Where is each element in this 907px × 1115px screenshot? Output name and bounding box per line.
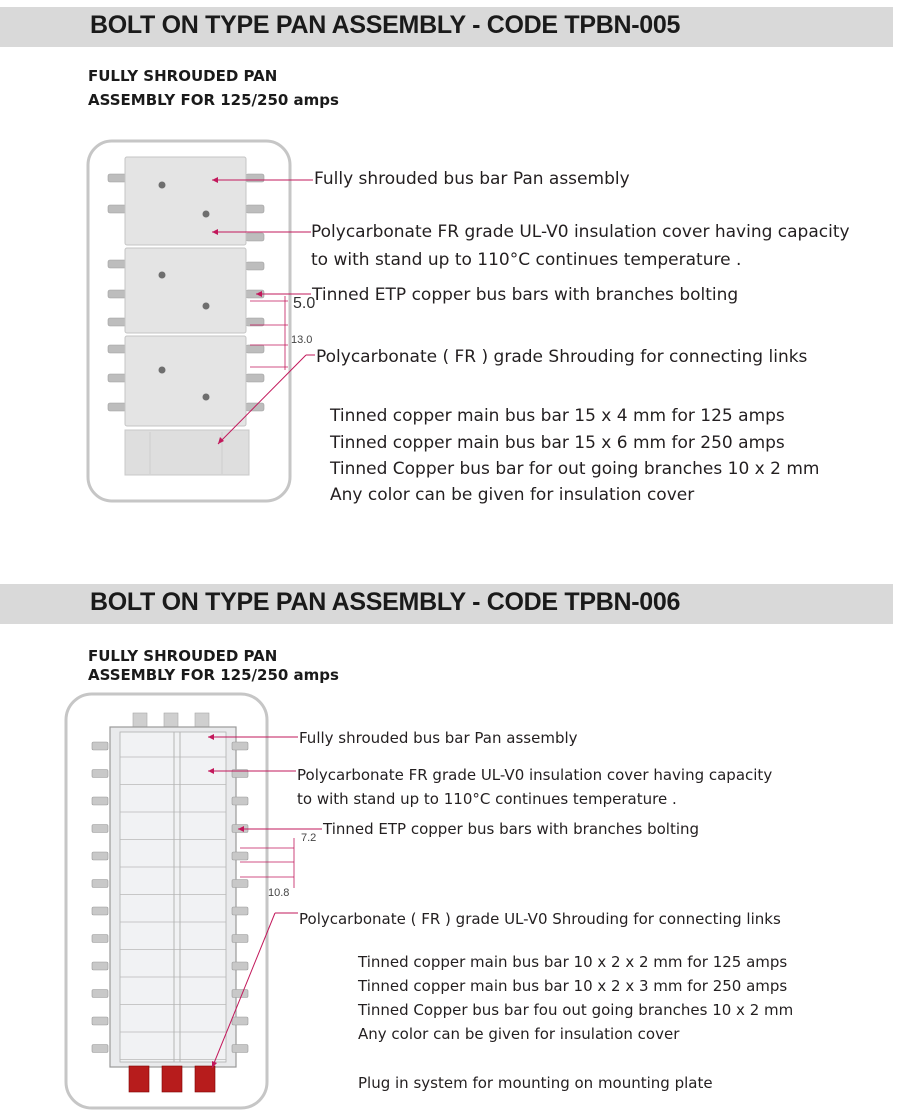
mounting-note: Plug in system for mounting on mounting plate [358,1074,713,1092]
spec-line-4: Any color can be given for insulation cover [330,485,695,505]
section-title: BOLT ON TYPE PAN ASSEMBLY - CODE TPBN-006 [90,588,681,616]
spec-line-2: Tinned copper main bus bar 10 x 2 x 3 mm for 250 amps [358,977,788,995]
subtitle-line-1: FULLY SHROUDED PAN [88,647,278,665]
callout-bus-bars: Tinned ETP copper bus bars with branches bolting [312,285,739,305]
callout-cover-line-1: Polycarbonate FR grade UL-V0 insulation cover having capacity [311,222,850,242]
spec-line-1: Tinned copper main bus bar 10 x 2 x 2 mm for 125 amps [358,953,788,971]
dimension-gap: 13.0 [291,334,313,346]
callout-cover-line-2: to with stand up to 110°C continues temperature . [297,790,677,808]
callout-shrouding: Polycarbonate ( FR ) grade UL-V0 Shrouding for connecting links [299,910,781,928]
spec-line-3: Tinned Copper bus bar fou out going branches 10 x 2 mm [358,1001,794,1019]
callout-pan-assembly: Fully shrouded bus bar Pan assembly [314,169,630,189]
dimension-gap: 10.8 [268,887,290,899]
spec-line-2: Tinned copper main bus bar 15 x 6 mm for 250 amps [330,433,785,453]
callout-bus-bars: Tinned ETP copper bus bars with branches bolting [323,820,700,838]
spec-line-1: Tinned copper main bus bar 15 x 4 mm for 125 amps [330,406,785,426]
dimension-pitch: 5.0 [293,295,316,312]
section-title: BOLT ON TYPE PAN ASSEMBLY - CODE TPBN-005 [90,11,681,39]
callout-shrouding: Polycarbonate ( FR ) grade Shrouding for connecting links [316,347,808,367]
callout-cover-line-2: to with stand up to 110°C continues temperature . [311,250,742,270]
callout-pan-assembly: Fully shrouded bus bar Pan assembly [299,729,578,747]
spec-line-4: Any color can be given for insulation cover [358,1025,680,1043]
subtitle-line-1: FULLY SHROUDED PAN [88,67,278,85]
subtitle-line-2: ASSEMBLY FOR 125/250 amps [88,91,339,109]
subtitle-line-2: ASSEMBLY FOR 125/250 amps [88,666,339,684]
dimension-pitch: 7.2 [301,832,317,844]
spec-line-3: Tinned Copper bus bar for out going branches 10 x 2 mm [330,459,820,479]
callout-cover-line-1: Polycarbonate FR grade UL-V0 insulation cover having capacity [297,766,773,784]
